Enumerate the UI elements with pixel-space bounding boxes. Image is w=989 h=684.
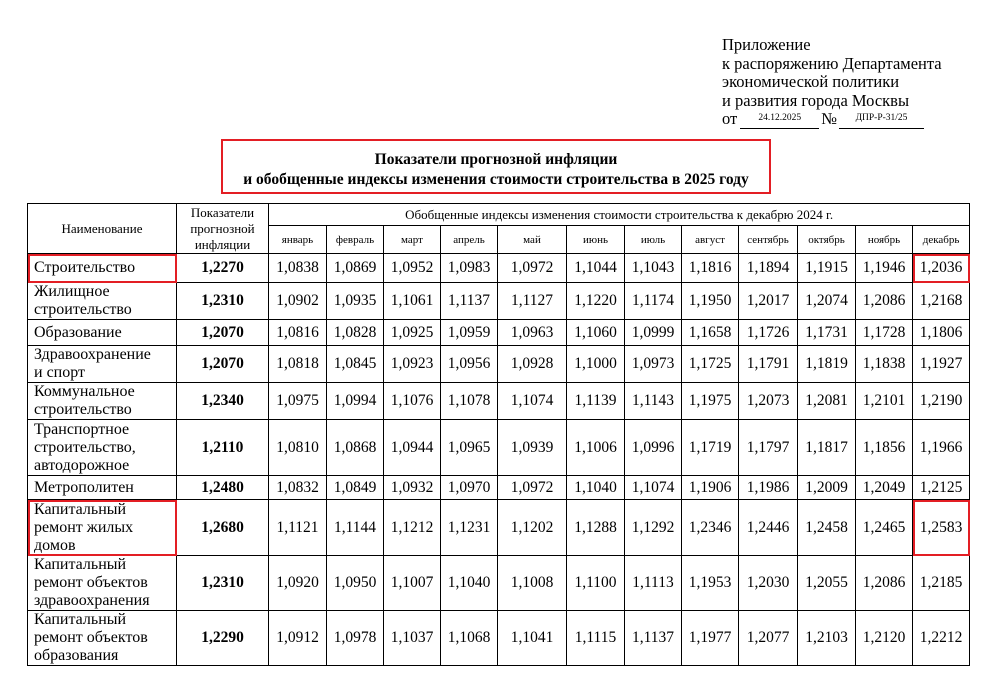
table-row <box>28 476 970 500</box>
row-index-cell: 1,0838 <box>269 254 327 283</box>
month-header-cell: май <box>498 226 567 254</box>
row-index-cell: 1,0963 <box>498 320 567 346</box>
row-inflation-cell: 1,2480 <box>177 476 269 500</box>
row-index-cell: 1,0832 <box>269 476 327 500</box>
row-index-cell: 1,0869 <box>327 254 384 283</box>
month-header-cell: ноябрь <box>856 226 913 254</box>
row-index-cell: 1,2583 <box>913 500 970 556</box>
row-index-cell: 1,1292 <box>625 500 682 556</box>
row-index-cell: 1,1725 <box>682 346 739 383</box>
row-index-cell: 1,1731 <box>798 320 856 346</box>
table-header-row <box>28 204 970 226</box>
row-index-cell: 1,2077 <box>739 611 798 666</box>
order-date-field: 24.12.2025 <box>740 112 819 129</box>
month-header-cell: февраль <box>327 226 384 254</box>
row-index-cell: 1,2168 <box>913 283 970 320</box>
row-index-cell: 1,1061 <box>384 283 441 320</box>
row-index-cell: 1,1797 <box>739 420 798 476</box>
row-index-cell: 1,1008 <box>498 556 567 611</box>
row-index-cell: 1,2465 <box>856 500 913 556</box>
indices-table <box>27 203 970 666</box>
table-row <box>28 320 970 346</box>
row-inflation-cell: 1,2110 <box>177 420 269 476</box>
row-index-cell: 1,1076 <box>384 383 441 420</box>
order-number-field: ДПР-Р-31/25 <box>839 112 924 129</box>
title-line: Показатели прогнозной инфляции <box>374 150 618 168</box>
month-header-cell: октябрь <box>798 226 856 254</box>
row-index-cell: 1,0810 <box>269 420 327 476</box>
row-index-cell: 1,1946 <box>856 254 913 283</box>
row-index-cell: 1,1074 <box>625 476 682 500</box>
row-index-cell: 1,0983 <box>441 254 498 283</box>
row-name-cell: Строительство <box>28 254 177 283</box>
row-index-cell: 1,1040 <box>567 476 625 500</box>
row-index-cell: 1,2017 <box>739 283 798 320</box>
row-index-cell: 1,0978 <box>327 611 384 666</box>
row-index-cell: 1,0959 <box>441 320 498 346</box>
row-index-cell: 1,1906 <box>682 476 739 500</box>
row-index-cell: 1,0925 <box>384 320 441 346</box>
row-inflation-cell: 1,2680 <box>177 500 269 556</box>
row-index-cell: 1,0965 <box>441 420 498 476</box>
row-index-cell: 1,2009 <box>798 476 856 500</box>
row-inflation-cell: 1,2290 <box>177 611 269 666</box>
appendix-block <box>722 36 942 129</box>
row-index-cell: 1,1816 <box>682 254 739 283</box>
table-row <box>28 283 970 320</box>
row-index-cell: 1,1143 <box>625 383 682 420</box>
table-body <box>28 254 970 666</box>
table-row <box>28 420 970 476</box>
row-index-cell: 1,2049 <box>856 476 913 500</box>
row-index-cell: 1,1953 <box>682 556 739 611</box>
row-index-cell: 1,0868 <box>327 420 384 476</box>
row-index-cell: 1,0972 <box>498 254 567 283</box>
appendix-date-number-line <box>722 110 942 129</box>
row-index-cell: 1,1068 <box>441 611 498 666</box>
row-name-cell: Капитальный ремонт объектов здравоохранения <box>28 556 177 611</box>
row-index-cell: 1,0845 <box>327 346 384 383</box>
table-row <box>28 556 970 611</box>
appendix-line: к распоряжению Департамента <box>722 53 942 73</box>
row-index-cell: 1,0818 <box>269 346 327 383</box>
row-index-cell: 1,2036 <box>913 254 970 283</box>
row-index-cell: 1,1838 <box>856 346 913 383</box>
row-name-cell: Жилищное строительство <box>28 283 177 320</box>
row-index-cell: 1,1006 <box>567 420 625 476</box>
row-index-cell: 1,0999 <box>625 320 682 346</box>
row-index-cell: 1,1726 <box>739 320 798 346</box>
row-index-cell: 1,0944 <box>384 420 441 476</box>
row-index-cell: 1,1137 <box>441 283 498 320</box>
row-index-cell: 1,1791 <box>739 346 798 383</box>
row-name-cell: Здравоохранение и спорт <box>28 346 177 383</box>
title-box <box>221 139 771 194</box>
row-index-cell: 1,1144 <box>327 500 384 556</box>
row-index-cell: 1,1212 <box>384 500 441 556</box>
row-index-cell: 1,0920 <box>269 556 327 611</box>
row-index-cell: 1,2086 <box>856 283 913 320</box>
month-header-cell: август <box>682 226 739 254</box>
row-index-cell: 1,0996 <box>625 420 682 476</box>
row-index-cell: 1,1966 <box>913 420 970 476</box>
row-index-cell: 1,2074 <box>798 283 856 320</box>
row-index-cell: 1,0816 <box>269 320 327 346</box>
row-inflation-cell: 1,2310 <box>177 283 269 320</box>
row-index-cell: 1,0902 <box>269 283 327 320</box>
row-index-cell: 1,1728 <box>856 320 913 346</box>
row-index-cell: 1,2086 <box>856 556 913 611</box>
row-index-cell: 1,0849 <box>327 476 384 500</box>
row-index-cell: 1,1220 <box>567 283 625 320</box>
row-index-cell: 1,1927 <box>913 346 970 383</box>
row-index-cell: 1,1231 <box>441 500 498 556</box>
row-index-cell: 1,1007 <box>384 556 441 611</box>
appendix-line: и развития города Москвы <box>722 90 910 110</box>
header-indices-cell: Обобщенные индексы изменения стоимости строительства к декабрю 2024 г. <box>269 204 970 226</box>
row-index-cell: 1,0956 <box>441 346 498 383</box>
row-name-cell: Метрополитен <box>28 476 177 500</box>
row-name-cell: Транспортное строительство, автодорожное <box>28 420 177 476</box>
row-index-cell: 1,1915 <box>798 254 856 283</box>
appendix-line: экономической политики <box>722 72 900 91</box>
month-header-cell: декабрь <box>913 226 970 254</box>
row-index-cell: 1,0939 <box>498 420 567 476</box>
row-index-cell: 1,1986 <box>739 476 798 500</box>
row-index-cell: 1,2446 <box>739 500 798 556</box>
appendix-line: Приложение <box>722 35 811 54</box>
row-index-cell: 1,0994 <box>327 383 384 420</box>
row-index-cell: 1,1060 <box>567 320 625 346</box>
row-index-cell: 1,1113 <box>625 556 682 611</box>
row-index-cell: 1,1137 <box>625 611 682 666</box>
month-header-cell: март <box>384 226 441 254</box>
row-index-cell: 1,1041 <box>498 611 567 666</box>
row-index-cell: 1,1806 <box>913 320 970 346</box>
row-index-cell: 1,2101 <box>856 383 913 420</box>
row-index-cell: 1,1037 <box>384 611 441 666</box>
row-index-cell: 1,1819 <box>798 346 856 383</box>
row-index-cell: 1,1121 <box>269 500 327 556</box>
row-index-cell: 1,1174 <box>625 283 682 320</box>
row-index-cell: 1,1074 <box>498 383 567 420</box>
date-prefix: от <box>722 109 738 128</box>
month-header-cell: январь <box>269 226 327 254</box>
title-line: и обобщенные индексы изменения стоимости строительства в 2025 году <box>243 170 749 188</box>
row-index-cell: 1,1894 <box>739 254 798 283</box>
row-index-cell: 1,2030 <box>739 556 798 611</box>
row-index-cell: 1,2458 <box>798 500 856 556</box>
row-name-cell: Капитальный ремонт жилых домов <box>28 500 177 556</box>
row-index-cell: 1,1127 <box>498 283 567 320</box>
table-row <box>28 383 970 420</box>
month-header-cell: июль <box>625 226 682 254</box>
row-index-cell: 1,0972 <box>498 476 567 500</box>
row-name-cell: Коммунальное строительство <box>28 383 177 420</box>
row-index-cell: 1,1817 <box>798 420 856 476</box>
table-header <box>28 204 970 254</box>
row-inflation-cell: 1,2310 <box>177 556 269 611</box>
header-inflation-cell: Показатели прогнозной инфляции <box>177 204 269 254</box>
row-inflation-cell: 1,2070 <box>177 320 269 346</box>
row-index-cell: 1,1658 <box>682 320 739 346</box>
row-name-cell: Образование <box>28 320 177 346</box>
row-index-cell: 1,1043 <box>625 254 682 283</box>
header-name-cell: Наименование <box>28 204 177 254</box>
row-index-cell: 1,2081 <box>798 383 856 420</box>
table-row <box>28 611 970 666</box>
row-index-cell: 1,1115 <box>567 611 625 666</box>
row-inflation-cell: 1,2270 <box>177 254 269 283</box>
row-index-cell: 1,1950 <box>682 283 739 320</box>
table-row <box>28 254 970 283</box>
row-index-cell: 1,2055 <box>798 556 856 611</box>
row-index-cell: 1,1719 <box>682 420 739 476</box>
month-header-cell: сентябрь <box>739 226 798 254</box>
row-index-cell: 1,1139 <box>567 383 625 420</box>
row-index-cell: 1,2346 <box>682 500 739 556</box>
row-index-cell: 1,1078 <box>441 383 498 420</box>
month-header-cell: июнь <box>567 226 625 254</box>
row-index-cell: 1,1288 <box>567 500 625 556</box>
row-index-cell: 1,0935 <box>327 283 384 320</box>
row-inflation-cell: 1,2070 <box>177 346 269 383</box>
row-index-cell: 1,0923 <box>384 346 441 383</box>
row-index-cell: 1,0928 <box>498 346 567 383</box>
row-index-cell: 1,1000 <box>567 346 625 383</box>
row-index-cell: 1,1856 <box>856 420 913 476</box>
row-index-cell: 1,1044 <box>567 254 625 283</box>
row-index-cell: 1,0952 <box>384 254 441 283</box>
row-index-cell: 1,0975 <box>269 383 327 420</box>
row-index-cell: 1,0970 <box>441 476 498 500</box>
row-index-cell: 1,1040 <box>441 556 498 611</box>
row-index-cell: 1,0973 <box>625 346 682 383</box>
row-index-cell: 1,2125 <box>913 476 970 500</box>
row-index-cell: 1,2073 <box>739 383 798 420</box>
row-name-cell: Капитальный ремонт объектов образования <box>28 611 177 666</box>
table-row <box>28 346 970 383</box>
row-index-cell: 1,2212 <box>913 611 970 666</box>
row-index-cell: 1,2120 <box>856 611 913 666</box>
row-index-cell: 1,2190 <box>913 383 970 420</box>
month-header-cell: апрель <box>441 226 498 254</box>
row-index-cell: 1,2185 <box>913 556 970 611</box>
row-index-cell: 1,0912 <box>269 611 327 666</box>
row-index-cell: 1,1977 <box>682 611 739 666</box>
row-index-cell: 1,1100 <box>567 556 625 611</box>
number-sign: № <box>821 109 837 128</box>
table-row <box>28 500 970 556</box>
row-index-cell: 1,1202 <box>498 500 567 556</box>
row-index-cell: 1,1975 <box>682 383 739 420</box>
row-inflation-cell: 1,2340 <box>177 383 269 420</box>
row-index-cell: 1,2103 <box>798 611 856 666</box>
row-index-cell: 1,0950 <box>327 556 384 611</box>
row-index-cell: 1,0828 <box>327 320 384 346</box>
row-index-cell: 1,0932 <box>384 476 441 500</box>
